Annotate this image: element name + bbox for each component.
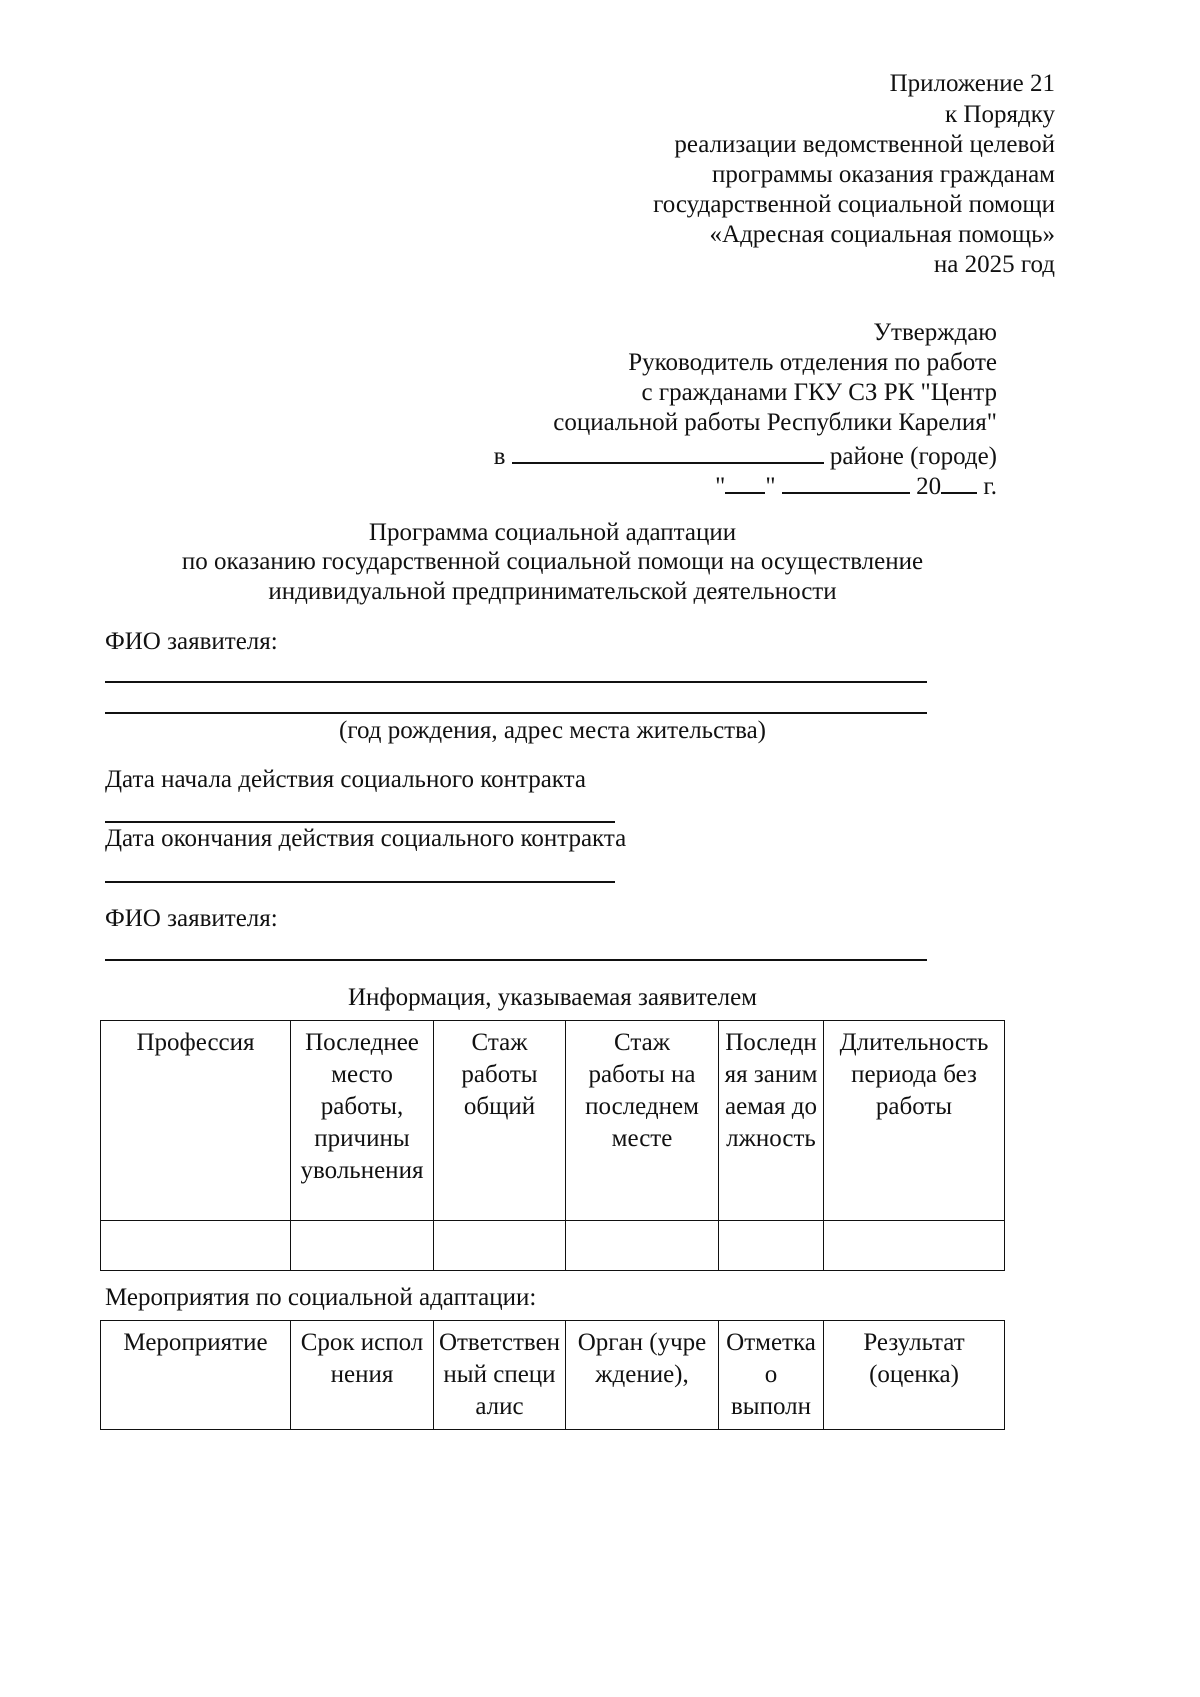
fio-input-line-3[interactable] xyxy=(105,959,927,961)
info-table-caption: Информация, указываемая заявителем xyxy=(347,984,758,1011)
appendix-line-1: Приложение 21 xyxy=(889,70,1055,97)
approval-title: Утверждаю xyxy=(873,319,997,346)
header-organization: Орган (учреждение), xyxy=(566,1321,719,1430)
info-table-header-row xyxy=(101,1021,1005,1221)
appendix-line-7: на 2025 год xyxy=(933,251,1055,278)
contract-start-label: Дата начала действия социального контракта xyxy=(105,766,586,793)
doc-title-line-2: по оказанию государственной социальной помощи на осуществление xyxy=(181,548,924,575)
info-cell-profession[interactable] xyxy=(101,1221,291,1271)
appendix-line-5: государственной социальной помощи xyxy=(653,191,1055,218)
approval-line-2: с гражданами ГКУ СЗ РК "Центр xyxy=(641,379,997,406)
district-suffix: районе (городе) xyxy=(829,443,997,470)
contract-end-input-line[interactable] xyxy=(105,881,615,883)
date-day-blank[interactable] xyxy=(725,468,765,494)
appendix-line-2: к Порядку xyxy=(945,101,1055,128)
measures-table-header-row xyxy=(101,1321,1005,1430)
measures-table xyxy=(100,1320,1005,1430)
date-quote-close: " xyxy=(765,473,776,500)
header-last-place-experience: Стаж работы на последнем месте xyxy=(566,1021,719,1221)
appendix-line-4: программы оказания гражданам xyxy=(712,161,1055,188)
header-result: Результат (оценка) xyxy=(824,1321,1005,1430)
header-responsible: Ответственный специалис xyxy=(434,1321,566,1430)
header-total-experience: Стаж работы общий xyxy=(434,1021,566,1221)
info-cell-last-position[interactable] xyxy=(719,1221,824,1271)
date-suffix: г. xyxy=(983,473,997,500)
info-table-empty-row xyxy=(101,1221,1005,1271)
birth-address-caption: (год рождения, адрес места жительства) xyxy=(339,717,766,744)
approval-date-line xyxy=(400,468,997,503)
date-year-blank[interactable] xyxy=(941,468,977,494)
header-last-workplace: Последнее место работы, причины увольнения xyxy=(291,1021,434,1221)
info-cell-unemployment-duration[interactable] xyxy=(824,1221,1005,1271)
approval-line-3: социальной работы Республики Карелия" xyxy=(553,409,997,436)
district-prefix: в xyxy=(493,443,506,470)
doc-title-line-3: индивидуальной предпринимательской деятельности xyxy=(268,578,837,605)
header-measure: Мероприятие xyxy=(101,1321,291,1430)
header-last-position: Последняя занимаемая должность xyxy=(719,1021,824,1221)
fio-label-2: ФИО заявителя: xyxy=(105,905,278,932)
header-profession: Профессия xyxy=(101,1021,291,1221)
header-unemployment-duration: Длительность периода без работы xyxy=(824,1021,1005,1221)
fio-input-line-1[interactable] xyxy=(105,681,927,683)
date-year-prefix: 20 xyxy=(916,473,942,500)
contract-end-label: Дата окончания действия социального контракта xyxy=(105,825,627,852)
info-table xyxy=(100,1020,1005,1271)
approval-line-1: Руководитель отделения по работе xyxy=(628,349,997,376)
fio-input-line-2[interactable] xyxy=(105,712,927,714)
appendix-line-6: «Адресная социальная помощь» xyxy=(709,221,1055,248)
appendix-line-3: реализации ведомственной целевой xyxy=(674,131,1055,158)
doc-title-line-1: Программа социальной адаптации xyxy=(368,519,737,546)
info-cell-last-place-experience[interactable] xyxy=(566,1221,719,1271)
date-quote-open: " xyxy=(715,473,726,500)
measures-caption: Мероприятия по социальной адаптации: xyxy=(105,1284,537,1311)
info-cell-total-experience[interactable] xyxy=(434,1221,566,1271)
info-cell-last-workplace[interactable] xyxy=(291,1221,434,1271)
header-completion-mark: Отметка о выполн xyxy=(719,1321,824,1430)
district-blank[interactable] xyxy=(512,438,824,464)
header-deadline: Срок исполнения xyxy=(291,1321,434,1430)
fio-label: ФИО заявителя: xyxy=(105,628,278,655)
date-month-blank[interactable] xyxy=(782,468,910,494)
